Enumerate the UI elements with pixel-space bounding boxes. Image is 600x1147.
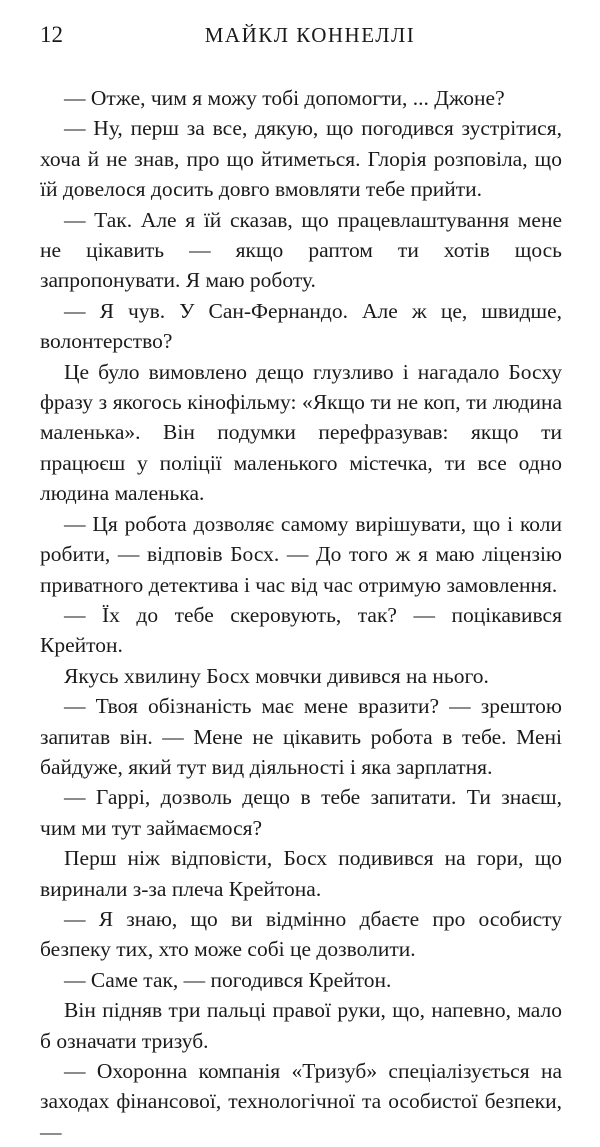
paragraph: — Ну, перш за все, дякую, що погодився зустрітися, хоча й не знав, про що йтиметься. Глорія розповіла, що їй довелося досить довго вмовляти тебе прийти. (40, 116, 562, 202)
paragraph: — Я знаю, що ви відмінно дбаєте про особисту безпеку тих, хто може собі це дозволити. (40, 906, 562, 962)
paragraph: — Так. Але я їй сказав, що працевлаштування мене не цікавить — якщо раптом ти хотів щось запропонувати. Я маю роботу. (40, 207, 562, 293)
paragraph: — Я чув. У Сан-Фернандо. Але ж це, швидше, волонтерство? (40, 298, 562, 354)
paragraph: Перш ніж відповісти, Босх подивився на гори, що виринали з-за плеча Крейтона. (40, 846, 562, 901)
paragraph: — Отже, чим я можу тобі допомогти, ... Джоне? (64, 86, 505, 110)
page-header (40, 20, 560, 52)
paragraph: — Охоронна компанія «Тризуб» спеціалізується на заходах фінансової, технологічної та особистої безпеки, — (40, 1059, 562, 1144)
paragraph: Якусь хвилину Босх мовчки дивився на нього. (64, 663, 489, 688)
paragraph: — Саме так, — погодився Крейтон. (64, 967, 392, 992)
page-number: 12 (40, 22, 63, 47)
paragraph: Це було вимовлено дещо глузливо і нагадало Босху фразу з якогось кінофільму: «Якщо ти не коп, ти людина маленька». Він подумки перефразував: якщо ти працюєш у поліції маленького містечка, ти все одно людина маленька. (40, 359, 562, 506)
paragraph: Він підняв три пальці правої руки, що, напевно, мало б означати тризуб. (40, 998, 562, 1053)
paragraph: — Твоя обізнаність має мене вразити? — зрештою запитав він. — Мене не цікавить робота в тебе. Мені байдуже, який тут вид діяльності і яка зарплатня. (40, 694, 562, 779)
paragraph: — Ця робота дозволяє самому вирішувати, що і коли робити, — відповів Босх. — До того ж я маю ліцензію приватного детектива і час від час отримую замовлення. (40, 511, 562, 597)
paragraph: — Гаррі, дозволь дещо в тебе запитати. Ти знаєш, чим ми тут займаємося? (40, 785, 562, 840)
paragraph: — Їх до тебе скеровують, так? — поцікавився Крейтон. (40, 602, 562, 658)
body-text (40, 83, 562, 1147)
running-head-author: МАЙКЛ КОННЕЛЛІ (204, 23, 416, 47)
